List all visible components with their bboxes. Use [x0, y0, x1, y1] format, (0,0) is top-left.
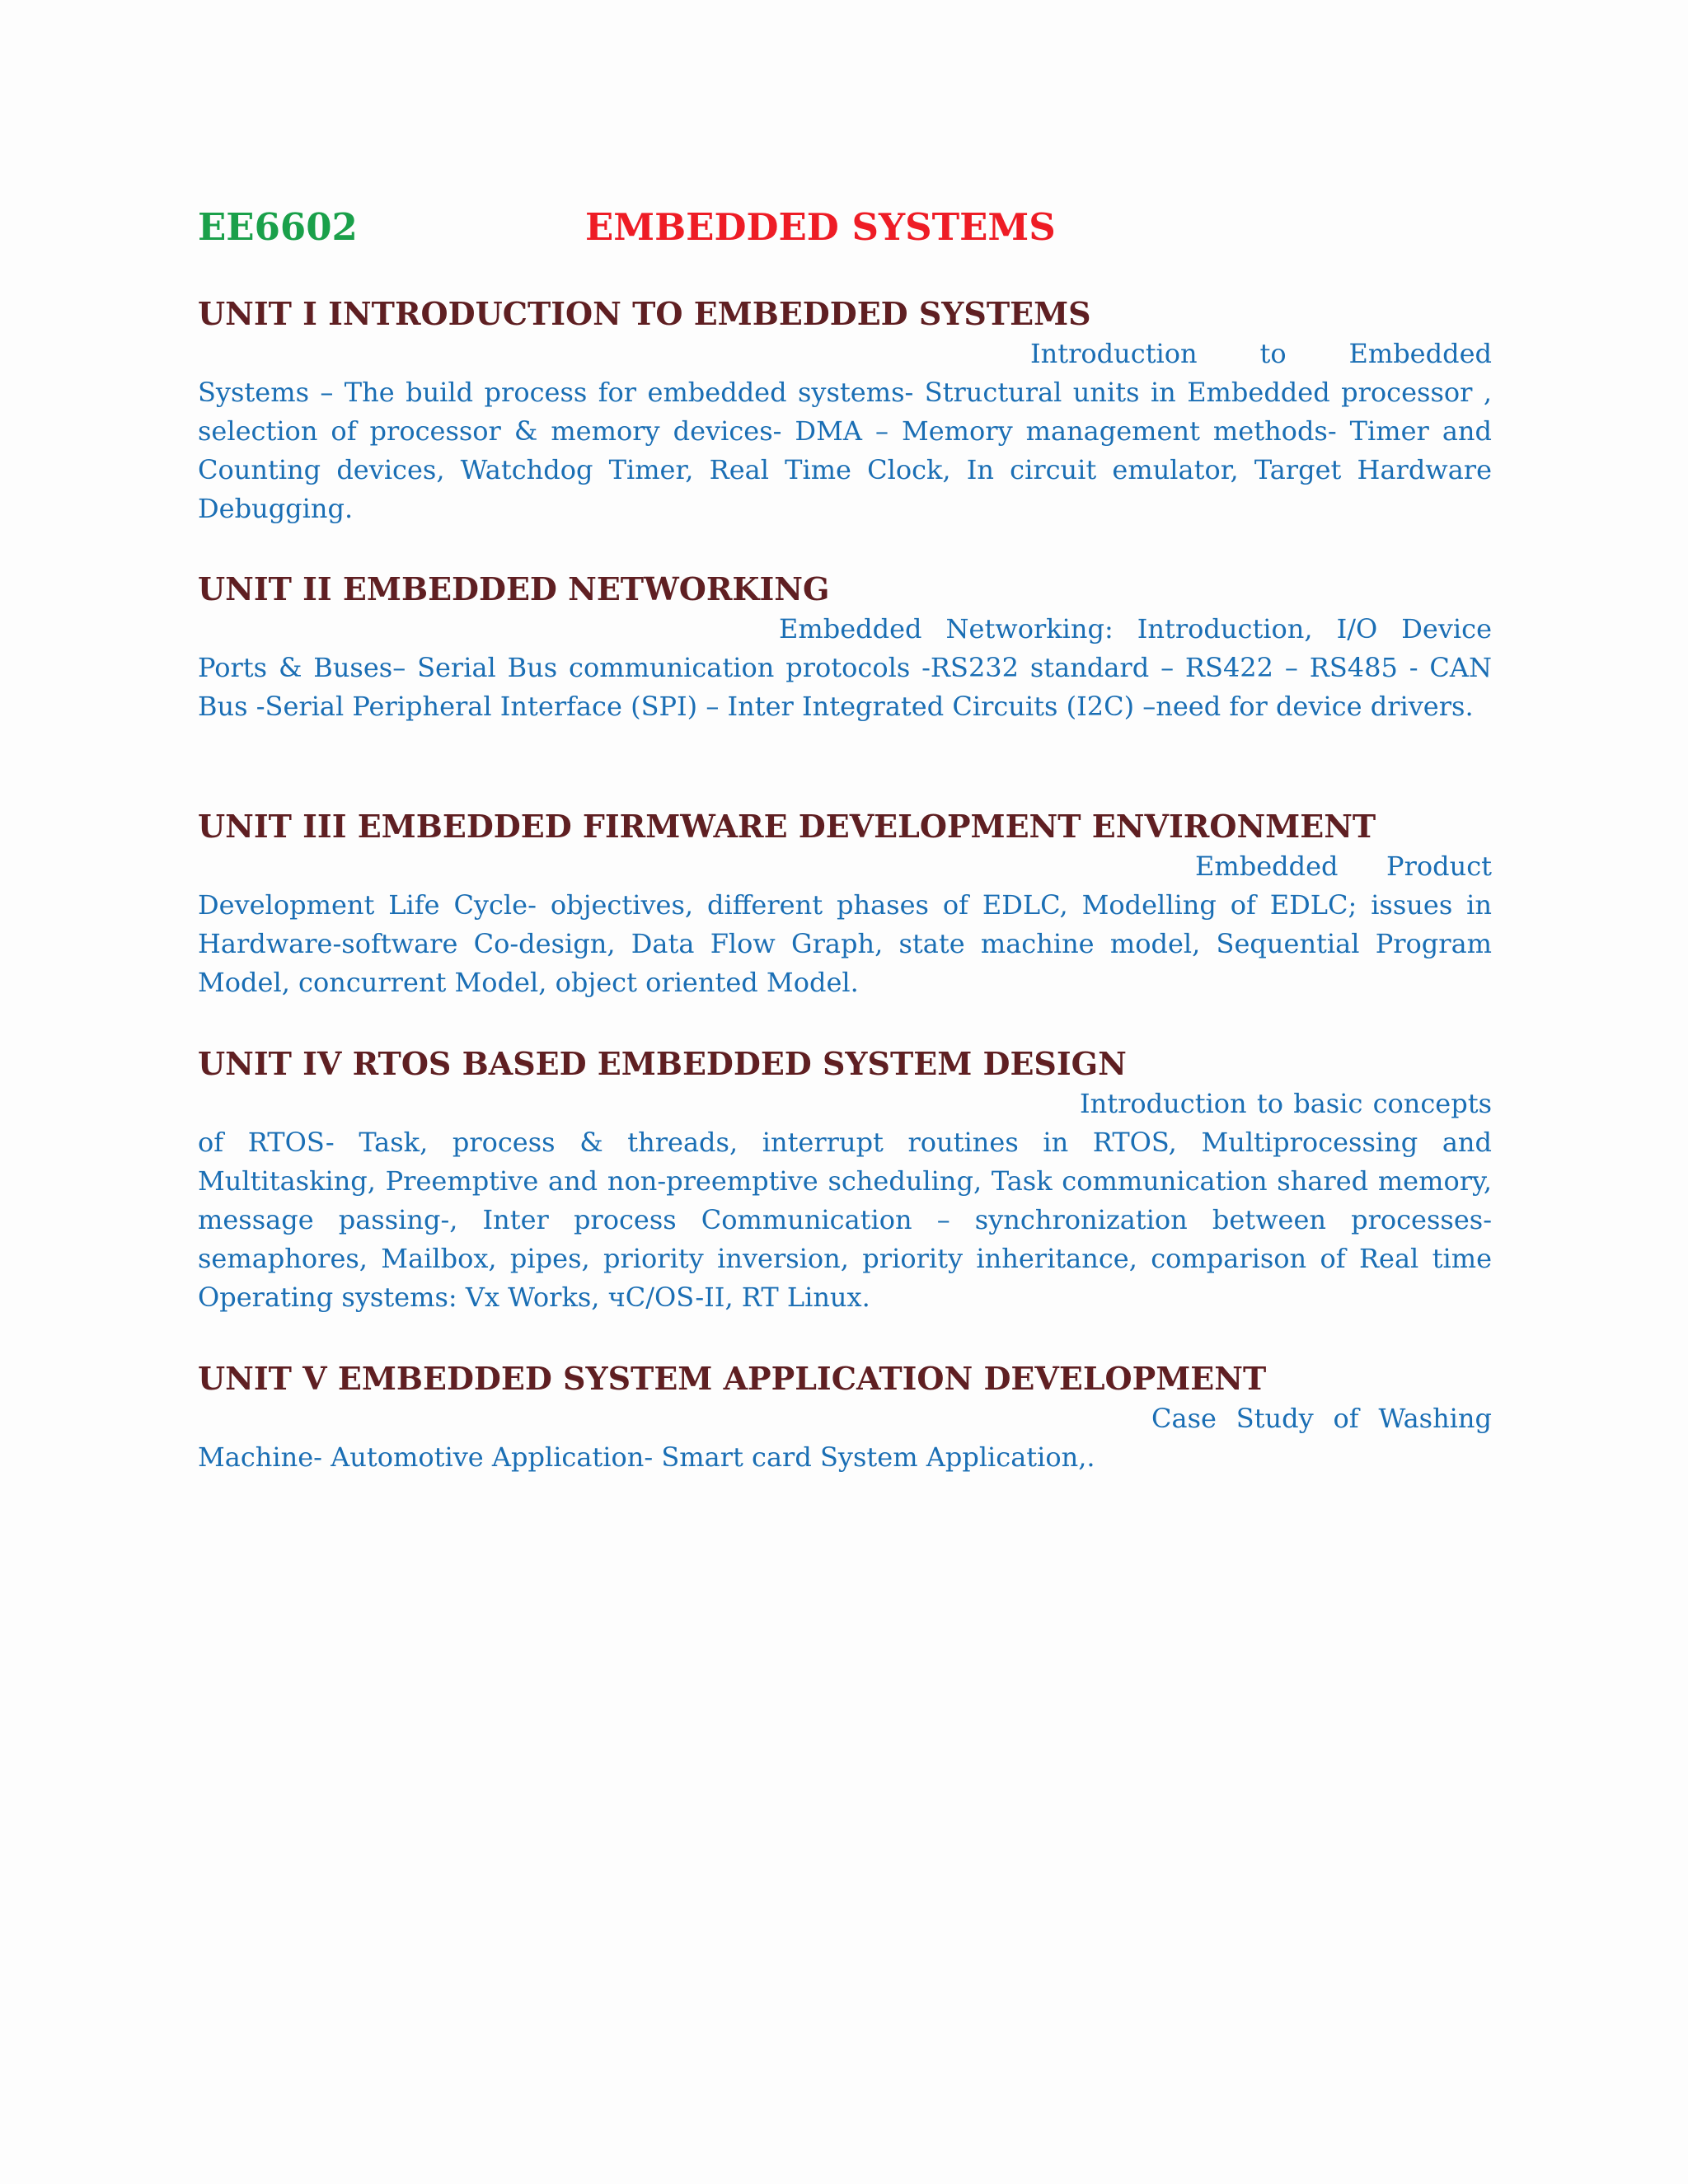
- unit-3: [198, 806, 1492, 1002]
- unit-heading: UNIT III EMBEDDED FIRMWARE DEVELOPMENT ENVIRONMENT: [198, 808, 1376, 845]
- unit-description: Introduction to basic concepts of RTOS- Task, process & threads, interrupt routines in RTOS, Multiprocessing and Multitasking, Preemptive and non-preemptive scheduling, Task communication shared memory, message passing-, Inter process Communication – synchronization between processes-semaphores, Mailbox, pipes, priority inversion, priority inheritance, comparison of Real time Operating systems: Vx Works, чC/OS-II, RT Linux.: [198, 1088, 1492, 1313]
- unit-5: [198, 1358, 1492, 1477]
- unit-description: Embedded Networking: Introduction, I/O Device Ports & Buses– Serial Bus communication protocols -RS232 standard – RS422 – RS485 - CAN Bus -Serial Peripheral Interface (SPI) – Inter Integrated Circuits (I2C) –need for device drivers.: [198, 613, 1492, 722]
- unit-heading: UNIT I INTRODUCTION TO EMBEDDED SYSTEMS: [198, 295, 1091, 332]
- course-title: EMBEDDED SYSTEMS: [585, 205, 1056, 249]
- unit-2: [198, 569, 1492, 726]
- unit-description: Case Study of Washing Machine- Automotive Application- Smart card System Application,.: [198, 1403, 1492, 1473]
- unit-heading: UNIT V EMBEDDED SYSTEM APPLICATION DEVELOPMENT: [198, 1360, 1267, 1397]
- course-header: [198, 194, 1492, 260]
- unit-1: [198, 293, 1492, 528]
- unit-4: [198, 1043, 1492, 1317]
- syllabus-page: [198, 194, 1492, 1473]
- unit-heading: UNIT II EMBEDDED NETWORKING: [198, 570, 830, 607]
- unit-heading: UNIT IV RTOS BASED EMBEDDED SYSTEM DESIGN: [198, 1045, 1127, 1082]
- unit-description: Embedded Product Development Life Cycle- objectives, different phases of EDLC, Modelling of EDLC; issues in Hardware-software Co-design, Data Flow Graph, state machine model, Sequential Program Model, concurrent Model, object oriented Model.: [198, 851, 1492, 998]
- unit-description: Introduction to Embedded Systems – The build process for embedded systems- Structural units in Embedded processor , selection of processor & memory devices- DMA – Memory management methods- Timer and Counting devices, Watchdog Timer, Real Time Clock, In circuit emulator, Target Hardware Debugging.: [198, 338, 1492, 524]
- course-code: EE6602: [198, 205, 358, 249]
